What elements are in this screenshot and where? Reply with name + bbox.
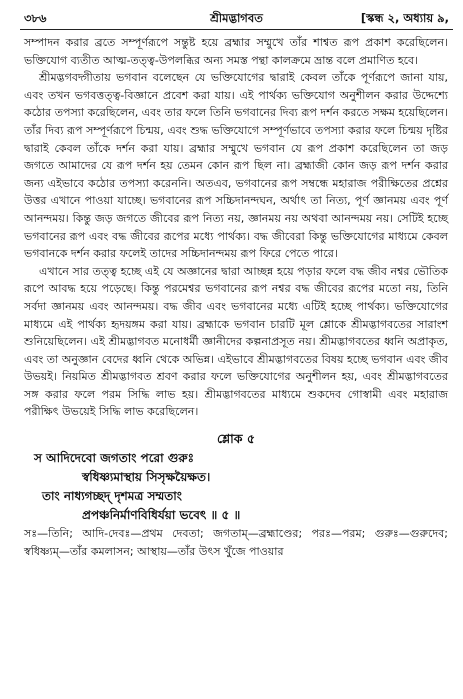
paragraph: এখানে সার তত্ত্ব হচ্ছে এই যে অজ্ঞানের দ্বারা আচ্ছন্ন হয়ে পড়ার ফলে বদ্ধ জীব নশ্বর ভৌতিক রূপে আবদ্ধ হয়ে পড়েছে। কিন্তু পরমেশ্বর ভগবানের রূপ নশ্বর বদ্ধ জীবের রূপের মতো নয়, তিনি সর্বদা জ্ঞানময় এবং আনন্দময়। বদ্ধ জীব এবং ভগবানের মধ্যে এটিই হচ্ছে পার্থক্য। ভক্তিযোগের মাধ্যমে এই পার্থক্য হৃদয়ঙ্গম করা যায়। ব্রহ্মাকে ভগবান চারটি মূল শ্লোকে শ্রীমদ্ভাগবতের সারাংশ শুনিয়েছিলেন। এই শ্রীমদ্ভাগবত মনোধর্মী জ্ঞানীদের কল্পনাপ্রসূত নয়। শ্রীমদ্ভাগবতের ধ্বনি অপ্রাকৃত, এবং তা অনুজ্ঞান বেদের ধ্বনি থেকে অভিন্ন। এইভাবে শ্রীমদ্ভাগবতের বিষয় হচ্ছে ভগবান এবং জীব উভয়ই। নিয়মিত শ্রীমদ্ভাগবত শ্রবণ করার ফলে ভক্তিযোগের অনুশীলন হয়, এবং শ্রীমদ্ভাগবতের সঙ্গ করার ফলে পরম সিদ্ধি লাভ হয়। শ্রীমদ্ভাগবতের মাধ্যমে শুকদেব গোস্বামী এবং মহারাজ পরীক্ষিৎ উভয়েই সিদ্ধি লাভ করেছিলেন। (24, 264, 448, 419)
paragraph: শ্রীমদ্ভগবদ্গীতায় ভগবান বলেছেন যে ভক্তিযোগের দ্বারাই কেবল তাঁকে পূর্ণরূপে জানা যায়, এবং তখন ভগবত্তত্ত্ব-বিজ্ঞানে প্রবেশ করা যায়। এই পার্থক্য ভক্তিযোগ অনুশীলন করার উদ্দেশ্যে কঠোর তপস্যা করেছিলেন, এবং তার ফলে তিনি ভগবানের দিব্য রূপ দর্শন করতে সক্ষম হয়েছিলেন। তাঁর দিব্য রূপ সম্পূর্ণরূপে চিন্ময়, এবং শুদ্ধ ভক্তিযোগে সম্পূর্ণভাবে তপস্যা করার ফলে চিন্ময় দৃষ্টির দ্বারাই কেবল তাঁকে দর্শন করা যায়। ব্রহ্মার সম্মুখে ভগবান যে রূপ প্রকাশ করেছিলেন তা জড় জগতে আমাদের যে রূপ দর্শন হয় তেমন কোন রূপ ছিল না। ব্রহ্মাজী কোন জড় রূপ দর্শন করার জন্য এইভাবে কঠোর তপস্যা করেননি। অতএব, ভগবানের রূপ সম্বন্ধে মহারাজ পরীক্ষিতের প্রশ্নের উত্তর এখানে পাওয়া যাচ্ছে। ভগবানের রূপ সচ্চিদানন্দঘন, অর্থাৎ তা নিত্য, পূর্ণ জ্ঞানময় এবং পূর্ণ আনন্দময়। কিন্তু জড় জগতে জীবের রূপ নিত্য নয়, জ্ঞানময় নয় অথবা আনন্দময় নয়। সেটিই হচ্ছে ভগবানের রূপ এবং বদ্ধ জীবের রূপের মধ্যে পার্থক্য। বদ্ধ জীবেরা কিন্তু ভক্তিযোগের মাধ্যমে কেবল ভগবানকে দর্শন করার ফলেই তাদের সচ্চিদানন্দময় রূপ ফিরে পেতে পারে। (24, 71, 448, 261)
verse-line: স্বধিষ্ণ্যমাস্থায় সিসৃক্ষয়ৈক্ষত। (82, 470, 211, 485)
book-title: শ্রীমদ্ভাগবত (210, 11, 263, 25)
page-body (24, 34, 448, 561)
section-reference: [স্কন্ধ ২, অধ্যায় ৯, (360, 11, 449, 25)
verse-line: স আদিদেবো জগতাং পরো গুরুঃ (34, 451, 195, 466)
verse-heading: শ্লোক ৫ (216, 431, 256, 447)
verse-line: প্রপঞ্চনির্মাণবিধির্যয়া ভবেৎ ॥ ৫ ॥ (82, 508, 241, 523)
sanskrit-verse (24, 449, 448, 525)
word-synonyms: সঃ—তিনি; আদি-দেবঃ—প্রথম দেবতা; জগতাম্—ব্রহ্মাণ্ডের; পরঃ—পরম; গুরুঃ—গুরুদেব; স্বধিষ্ণ্যম্—তাঁর কমলাসন; আস্থায়—তাঁর উৎস খুঁজে পাওয়ার (24, 527, 448, 559)
header-divider (20, 29, 453, 30)
page-number: ৩৮৬ (24, 11, 47, 25)
page-header (24, 8, 449, 28)
verse-line: তাং নাধ্যগচ্ছদ্ দৃশমত্র সম্মতাং (42, 489, 182, 504)
paragraph: সম্পাদন করার ব্রতে সম্পূর্ণরূপে সন্তুষ্ট হয়ে ব্রহ্মার সম্মুখে তাঁর শাশ্বত রূপ প্রকাশ করেছিলেন। ভক্তিযোগ ব্যতীত আত্ম-তত্ত্ব-উপলব্ধির অন্য সমস্ত পন্থা কালক্রমে ভ্রান্ত বলে প্রমাণিত হবে। (24, 36, 448, 67)
